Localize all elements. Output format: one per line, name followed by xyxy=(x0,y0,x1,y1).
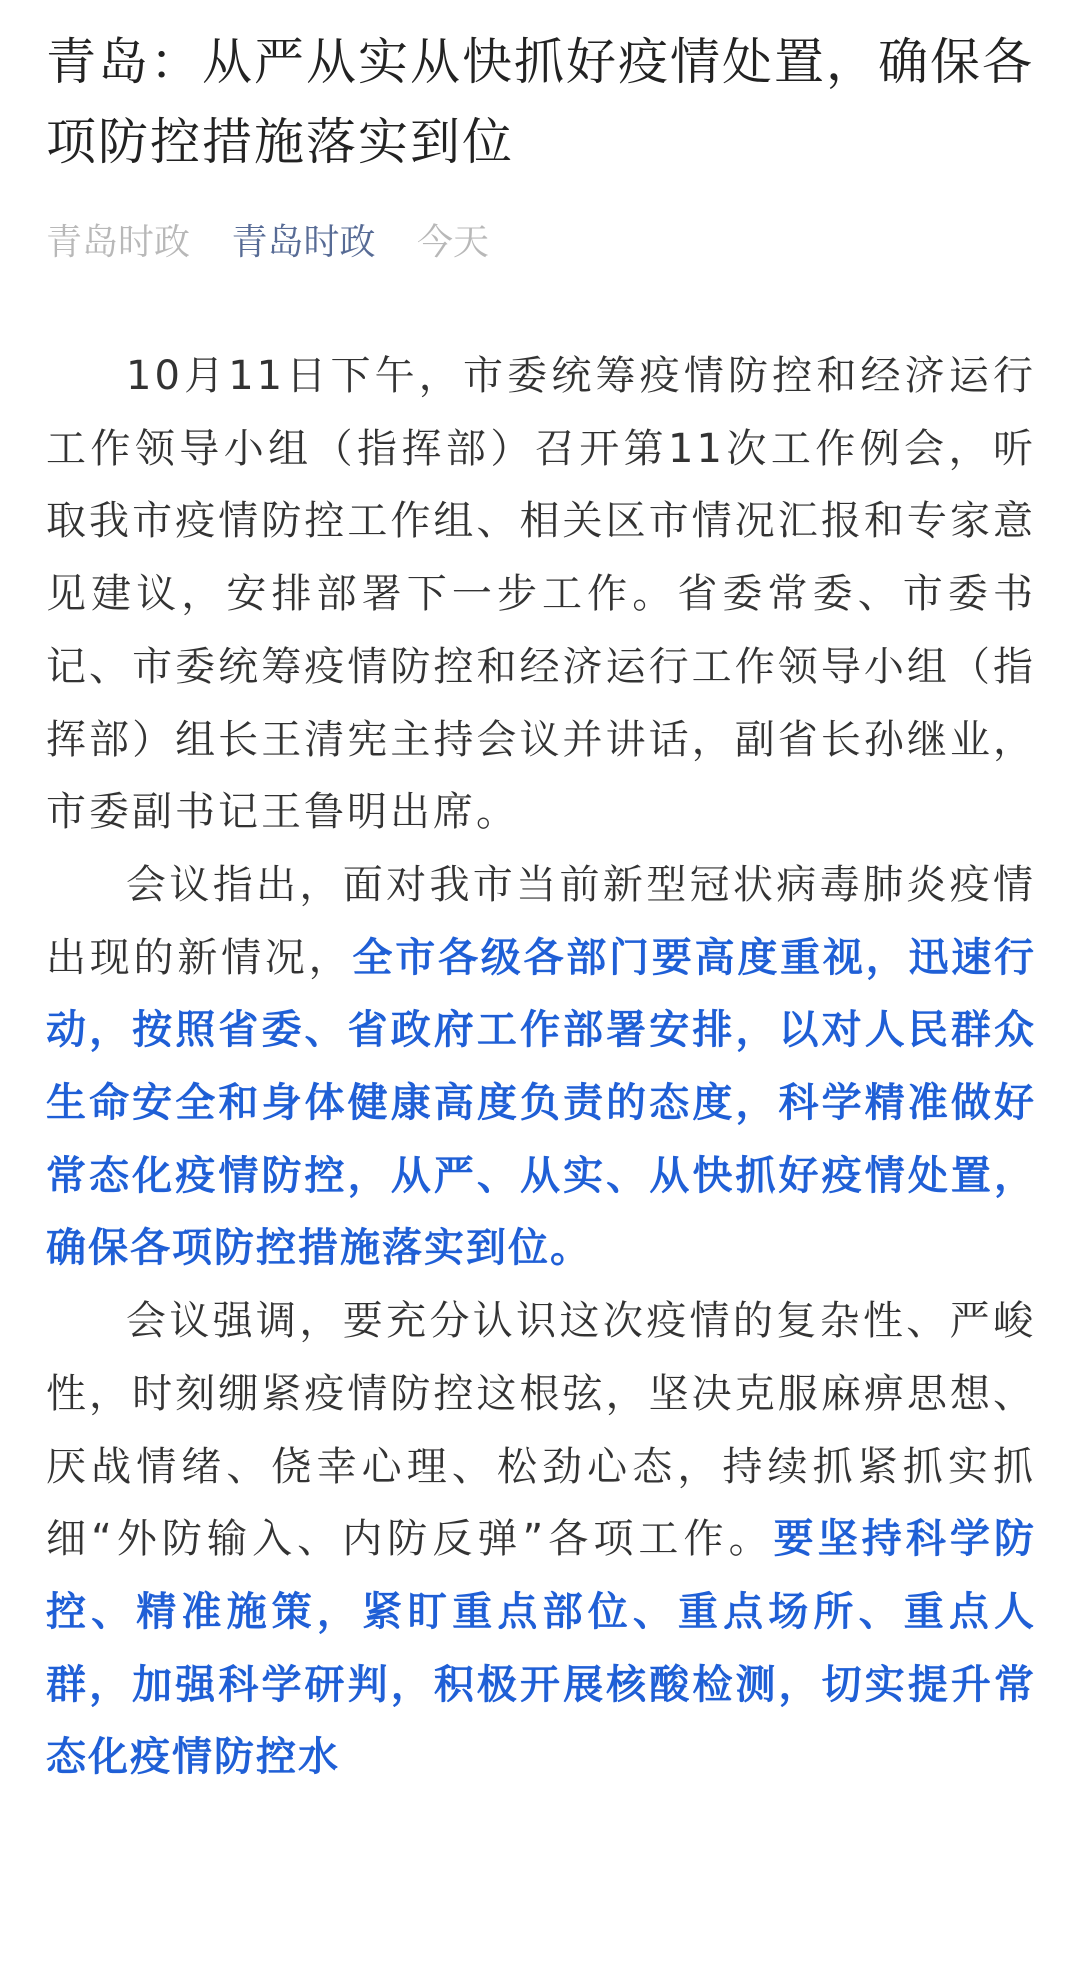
highlighted-text: 全市各级各部门要高度重视，迅速行动，按照省委、省政府工作部署安排，以对人民群众生命安全和身体健康高度负责的态度，科学精准做好常态化疫情防控，从严、从实、从快抓好疫情处置，确保各项防控措施落实到位。 xyxy=(46,934,1037,1272)
article-meta xyxy=(46,218,1036,268)
publish-date: 今天 xyxy=(416,222,489,263)
article xyxy=(46,22,1036,1794)
paragraph-3 xyxy=(46,1285,1036,1794)
paragraph-text: 会议指出，面对我市当前新型冠状病毒肺炎疫情出现的新情况， xyxy=(46,861,1036,981)
account-link[interactable]: 青岛时政 xyxy=(231,222,376,263)
author-label: 青岛时政 xyxy=(46,222,191,263)
paragraph-2 xyxy=(46,849,1036,1285)
paragraph-1 xyxy=(46,340,1036,849)
paragraph-text: 会议强调，要充分认识这次疫情的复杂性、严峻性，时刻绷紧疫情防控这根弦，坚决克服麻痹思想、厌战情绪、侥幸心理、松劲心态，持续抓紧抓实抓细“外防输入、内防反弹”各项工作。 xyxy=(46,1298,1036,1563)
article-title: 青岛：从严从实从快抓好疫情处置，确保各项防控措施落实到位 xyxy=(46,33,1034,171)
article-body xyxy=(46,340,1036,1794)
paragraph-text: 10月11日下午，市委统筹疫情防控和经济运行工作领导小组（指挥部）召开第11次工作例会，听取我市疫情防控工作组、相关区市情况汇报和专家意见建议，安排部署下一步工作。省委常委、市委书记、市委统筹疫情防控和经济运行工作领导小组（指挥部）组长王清宪主持会议并讲话，副省长孙继业，市委副书记王鲁明出席。 xyxy=(46,353,1036,836)
highlighted-text: 要坚持科学防控、精准施策，紧盯重点部位、重点场所、重点人群，加强科学研判，积极开展核酸检测，切实提升常态化疫情防控水 xyxy=(46,1516,1036,1781)
